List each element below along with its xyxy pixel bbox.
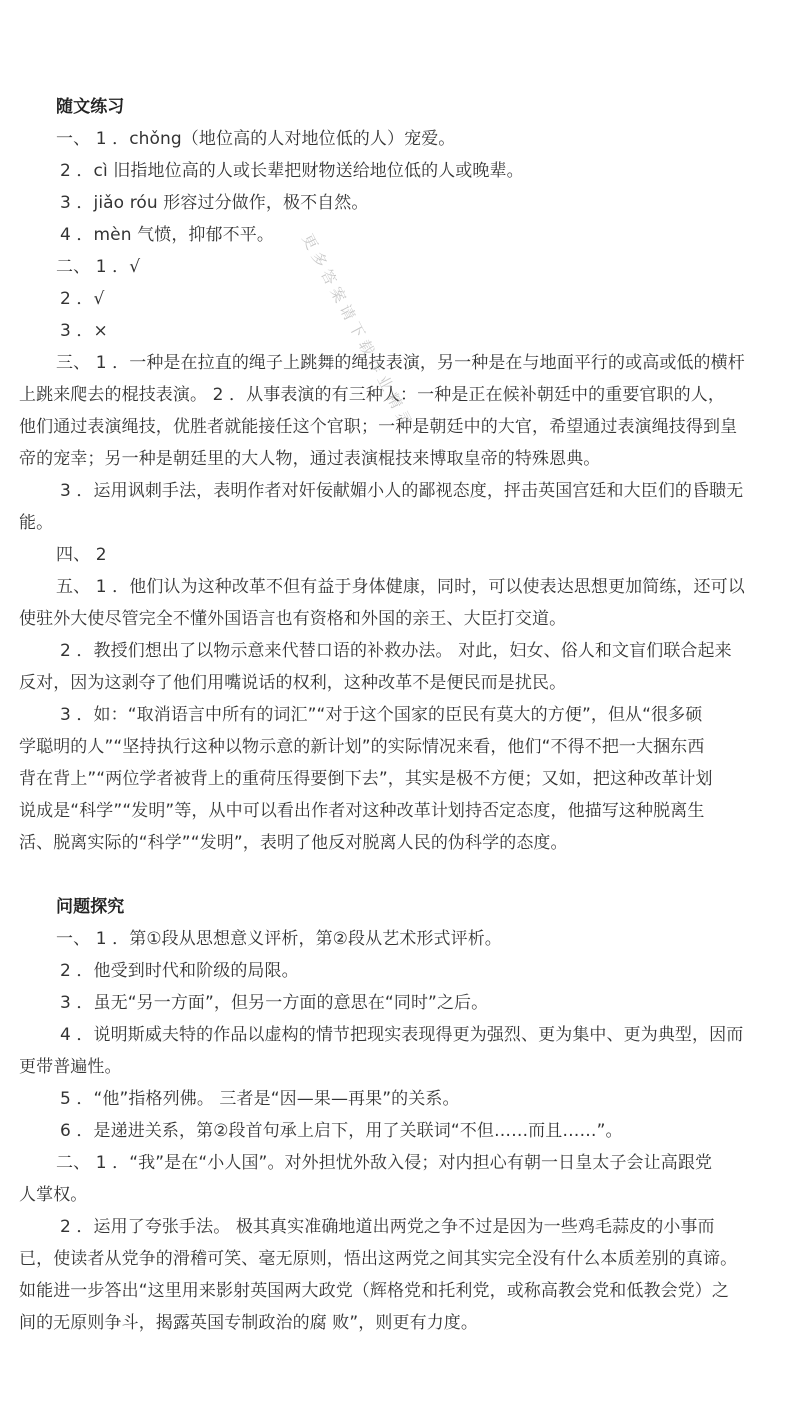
- text-line: 2 ．√: [60, 289, 105, 309]
- section-heading-inquiry: 问题探究: [56, 897, 125, 917]
- text-line: 背在背上”“两位学者被背上的重荷压得要倒下去”，其实是极不方便；又如，把这种改革计划: [19, 769, 713, 789]
- text-line: 一、 1 ．chǒng（地位高的人对地位低的人）宠爱。: [56, 129, 456, 149]
- text-line: 反对，因为这剥夺了他们用嘴说话的权利，这种改革不是便民而是扰民。: [19, 673, 567, 693]
- text-line: 6 ．是递进关系，第②段首句承上启下，用了关联词“不但……而且……”。: [60, 1121, 623, 1141]
- text-line: 说成是“科学”“发明”等，从中可以看出作者对这种改革计划持否定态度，他描写这种脱离生: [19, 801, 705, 821]
- text-line: 2 ．运用了夸张手法。 极其真实准确地道出两党之争不过是因为一些鸡毛蒜皮的小事而: [60, 1217, 715, 1237]
- text-line: 帝的宠幸；另一种是朝廷里的大人物，通过表演棍技来博取皇帝的特殊恩典。: [19, 449, 601, 469]
- text-line: 一、 1 ．第①段从思想意义评析，第②段从艺术形式评析。: [56, 929, 502, 949]
- text-line: 四、 2: [56, 545, 107, 565]
- text-line: 如能进一步答出“这里用来影射英国两大政党（辉格党和托利党，或称高教会党和低教会党）之: [19, 1281, 730, 1301]
- text-line: 能。: [19, 513, 54, 533]
- text-line: 更带普遍性。: [19, 1057, 122, 1077]
- text-line: 五、 1 ．他们认为这种改革不但有益于身体健康，同时，可以使表达思想更加简练，还可以: [56, 577, 745, 597]
- watermark-text: 更多答案请下载作业精灵: [298, 230, 418, 434]
- text-line: 2 ．cì 旧指地位高的人或长辈把财物送给地位低的人或晚辈。: [60, 161, 524, 181]
- section-heading-practice: 随文练习: [56, 97, 125, 117]
- text-line: 二、 1 ．“我”是在“小人国”。对外担忧外敌入侵；对内担心有朝一日皇太子会让高跟党: [56, 1153, 713, 1173]
- text-line: 3 ．运用讽刺手法，表明作者对奸佞献媚小人的鄙视态度，抨击英国宫廷和大臣们的昏聩无: [60, 481, 744, 501]
- text-line: 活、脱离实际的“科学”“发明”，表明了他反对脱离人民的伪科学的态度。: [19, 833, 568, 853]
- text-line: 3 ．如：“取消语言中所有的词汇”“对于这个国家的臣民有莫大的方便”，但从“很多硕: [60, 705, 703, 725]
- text-line: 2 ．教授们想出了以物示意来代替口语的补救办法。 对此，妇女、俗人和文盲们联合起来: [60, 641, 732, 661]
- text-line: 3 ．虽无“另一方面”，但另一方面的意思在“同时”之后。: [60, 993, 489, 1013]
- text-line: 4 ．说明斯威夫特的作品以虚构的情节把现实表现得更为强烈、更为集中、更为典型，因而: [60, 1025, 744, 1045]
- text-line: 2 ．他受到时代和阶级的局限。: [60, 961, 299, 981]
- text-line: 已，使读者从党争的滑稽可笑、毫无原则，悟出这两党之间其实完全没有什么本质差别的真谛。: [19, 1249, 738, 1269]
- text-line: 上跳来爬去的棍技表演。 2 ．从事表演的有三种人：一种是正在候补朝廷中的重要官职的人，: [19, 385, 725, 405]
- text-line: 二、 1 ．√: [56, 257, 141, 277]
- text-line: 5 ．“他”指格列佛。 三者是“因—果—再果”的关系。: [60, 1089, 460, 1109]
- text-line: 人掌权。: [19, 1185, 88, 1205]
- text-line: 4 ．mèn 气愤，抑郁不平。: [60, 225, 274, 245]
- text-line: 三、 1 ．一种是在拉直的绳子上跳舞的绳技表演，另一种是在与地面平行的或高或低的横杆: [56, 353, 745, 373]
- text-line: 使驻外大使尽管完全不懂外国语言也有资格和外国的亲王、大臣打交道。: [19, 609, 567, 629]
- text-line: 他们通过表演绳技，优胜者就能接任这个官职；一种是朝廷中的大官，希望通过表演绳技得到皇: [19, 417, 738, 437]
- text-line: 学聪明的人”“坚持执行这种以物示意的新计划”的实际情况来看，他们“不得不把一大捆东西: [19, 737, 705, 757]
- text-line: 3 ．jiǎo róu 形容过分做作，极不自然。: [60, 193, 369, 213]
- text-line: 间的无原则争斗，揭露英国专制政治的腐 败”，则更有力度。: [19, 1313, 479, 1333]
- text-line: 3 ．×: [60, 321, 108, 341]
